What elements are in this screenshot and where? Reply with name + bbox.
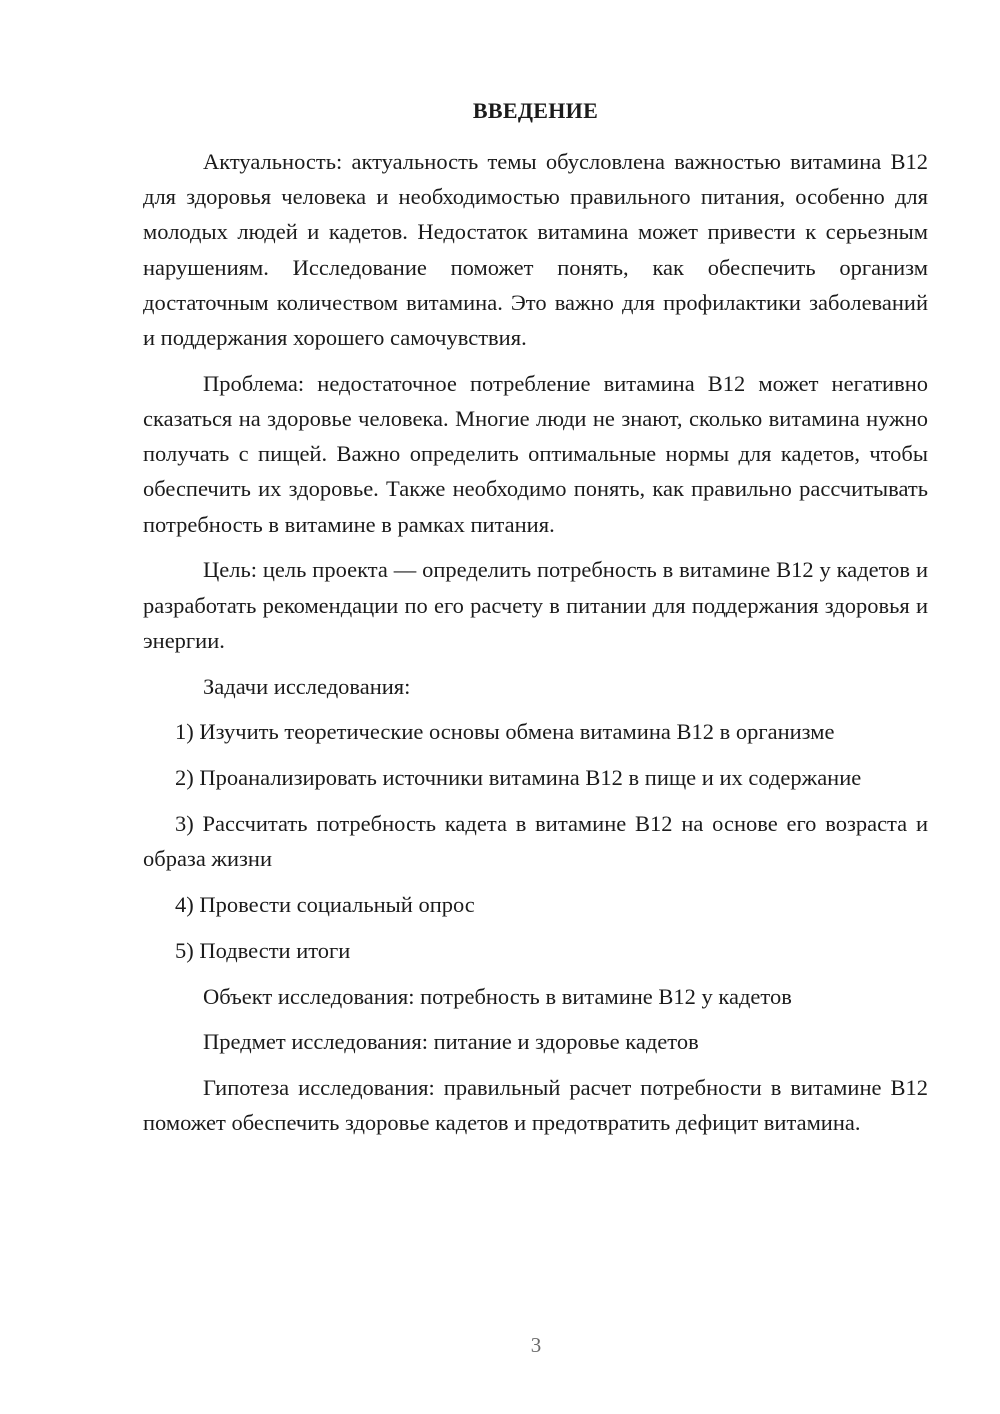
problem-paragraph: Проблема: недостаточное потребление витамина B12 может негативно сказаться на здоровье человека. Многие люди не знают, сколько витамина нужно получать с пищей. Важно определить оптимальные нормы для кадетов, чтобы обеспечить их здоровье. Также необходимо понять, как правильно рассчитывать потребность в витамине в рамках питания.	[143, 370, 928, 537]
tasks-heading: Задачи исследования:	[203, 673, 411, 699]
page-number: 3	[530, 1333, 542, 1357]
section-title: ВВЕДЕНИЕ	[472, 98, 599, 123]
task-item: 4) Провести социальный опрос	[175, 892, 475, 918]
task-item: 5) Подвести итоги	[175, 937, 351, 963]
page-content	[143, 96, 928, 1151]
research-hypothesis: Гипотеза исследования: правильный расчет потребности в витамине B12 поможет обеспечить здоровье кадетов и предотвратить дефицит витамина.	[143, 1075, 928, 1136]
task-item: 3) Рассчитать потребность кадета в витамине B12 на основе его возраста и образа жизни	[143, 811, 928, 872]
research-object: Объект исследования: потребность в витамине B12 у кадетов	[203, 983, 792, 1009]
task-item: 1) Изучить теоретические основы обмена витамина B12 в организме	[175, 719, 835, 745]
relevance-paragraph: Актуальность: актуальность темы обусловлена важностью витамина B12 для здоровья человека и необходимостью правильного питания, особенно для молодых людей и кадетов. Недостаток витамина может привести к серьезным нарушениям. Исследование поможет понять, как обеспечить организм достаточным количеством витамина. Это важно для профилактики заболеваний и поддержания хорошего самочувствия.	[143, 149, 928, 351]
research-subject: Предмет исследования: питание и здоровье кадетов	[203, 1029, 699, 1055]
goal-paragraph: Цель: цель проекта — определить потребность в витамине B12 у кадетов и разработать рекомендации по его расчету в питании для поддержания здоровья и энергии.	[143, 557, 928, 653]
task-item: 2) Проанализировать источники витамина B12 в пище и их содержание	[175, 765, 862, 791]
